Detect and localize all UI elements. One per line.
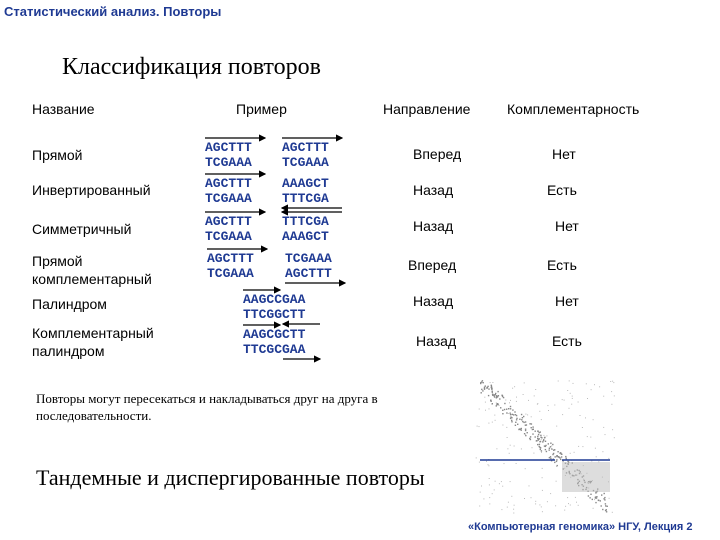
row-complementarity: Нет: [555, 218, 579, 234]
sequence-palindrome: AAGCGCTT TTCGCGAA: [243, 327, 306, 357]
column-header-complementarity: Комплементарность: [507, 101, 640, 117]
row-name: Симметричный: [32, 221, 132, 237]
slide-header: Статистический анализ. Повторы: [4, 4, 222, 19]
row-complementarity: Есть: [547, 257, 577, 273]
sequence-1: AGCTTT TCGAAA: [207, 251, 254, 281]
column-header-example: Пример: [236, 101, 287, 117]
sequence-2: AAAGCT TTTCGA: [282, 176, 329, 206]
row-direction: Назад: [413, 218, 454, 234]
row-direction: Вперед: [413, 146, 462, 162]
sequence-1: AGCTTT TCGAAA: [205, 176, 252, 206]
row-direction: Вперед: [408, 257, 457, 273]
sequence-1: AGCTTT TCGAAA: [205, 214, 252, 244]
slide-footer: «Компьютерная геномика» НГУ, Лекция 2: [468, 521, 693, 533]
overlap-note: Повторы могут пересекаться и накладываться друг на друга в последовательности.: [36, 391, 378, 423]
sequence-palindrome: AAGCCGAA TTCGGCTT: [243, 292, 306, 322]
row-complementarity: Нет: [555, 293, 579, 309]
row-direction: Назад: [416, 333, 457, 349]
row-name: Комплементарный палиндром: [32, 325, 154, 359]
row-complementarity: Нет: [552, 146, 576, 162]
sequence-2: AGCTTT TCGAAA: [282, 140, 329, 170]
row-complementarity: Есть: [547, 182, 577, 198]
sequence-2: TCGAAA AGCTTT: [285, 251, 332, 281]
row-name: Прямой комплементарный: [32, 253, 152, 287]
row-direction: Назад: [413, 182, 454, 198]
section-subtitle: Тандемные и диспергированные повторы: [36, 465, 425, 490]
sequence-2: TTTCGA AAAGCT: [282, 214, 329, 244]
row-name: Инвертированный: [32, 182, 151, 198]
row-complementarity: Есть: [552, 333, 582, 349]
column-header-direction: Направление: [383, 101, 471, 117]
row-direction: Назад: [413, 293, 454, 309]
row-name: Прямой: [32, 147, 83, 163]
column-header-name: Название: [32, 101, 95, 117]
sequence-1: AGCTTT TCGAAA: [205, 140, 252, 170]
slide-title: Классификация повторов: [62, 54, 321, 80]
row-name: Палиндром: [32, 296, 107, 312]
dot-plot-image: [470, 378, 716, 518]
